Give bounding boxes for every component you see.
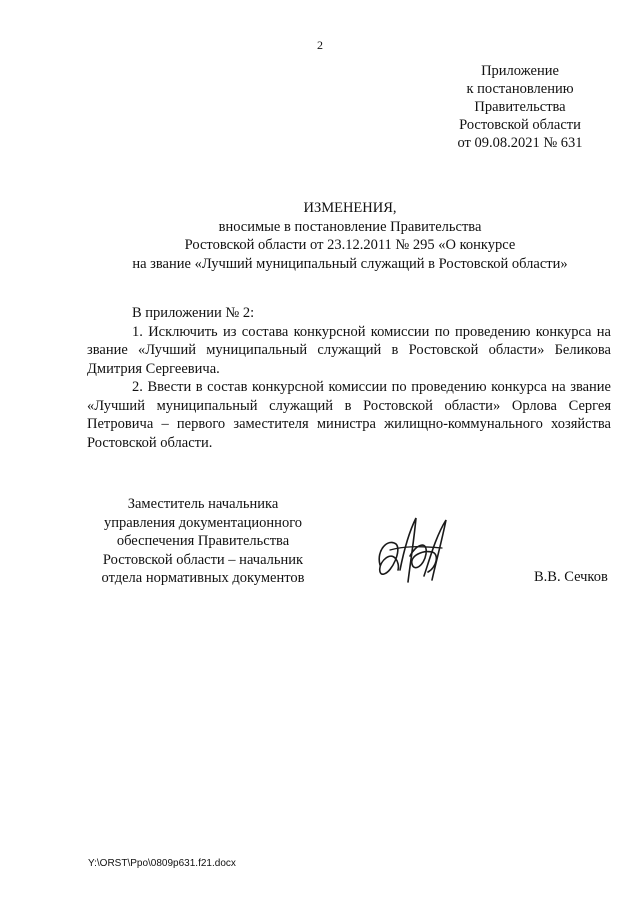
appendix-line: Ростовской области <box>459 117 581 133</box>
file-path: Y:\ORST\Ppo\0809p631.f21.docx <box>88 858 236 869</box>
document-body <box>87 304 611 452</box>
signer-position <box>88 495 318 588</box>
body-intro: В приложении № 2: <box>132 305 255 321</box>
appendix-header <box>440 62 600 152</box>
appendix-line: от 09.08.2021 № 631 <box>457 135 583 151</box>
signer-position-line: обеспечения Правительства <box>116 533 290 549</box>
title-line: вносимые в постановление Правительства <box>218 218 482 235</box>
page-number: 2 <box>317 38 323 52</box>
title-line: на звание «Лучший муниципальный служащий в Ростовской области» <box>132 255 568 272</box>
title-heading: ИЗМЕНЕНИЯ, <box>303 200 397 216</box>
body-item: 1. Исключить из состава конкурсной комиссии по проведению конкурса на звание «Лучший муниципальный служащий в Ростовской области» Беликова Дмитрия Сергеевича. <box>87 323 611 377</box>
appendix-line: к постановлению <box>466 81 574 97</box>
handwritten-signature <box>370 510 460 590</box>
document-title <box>0 199 640 273</box>
signer-position-line: Заместитель начальника <box>127 496 279 512</box>
title-line: Ростовской области от 23.12.2011 № 295 «О конкурсе <box>184 237 516 253</box>
body-item: 2. Ввести в состав конкурсной комиссии по проведению конкурса на звание «Лучший муниципальный служащий в Ростовской области» Орлова Сергея Петровича – первого заместителя министра жилищно-коммунального хозяйства Ростовской области. <box>87 379 611 451</box>
appendix-line: Правительства <box>474 99 566 115</box>
appendix-line: Приложение <box>481 63 559 79</box>
signer-name: В.В. Сечков <box>534 569 608 585</box>
signer-position-line: управления документационного <box>103 514 303 531</box>
signer-position-line: Ростовской области – начальник <box>102 551 304 568</box>
signer-position-line: отдела нормативных документов <box>101 570 305 586</box>
